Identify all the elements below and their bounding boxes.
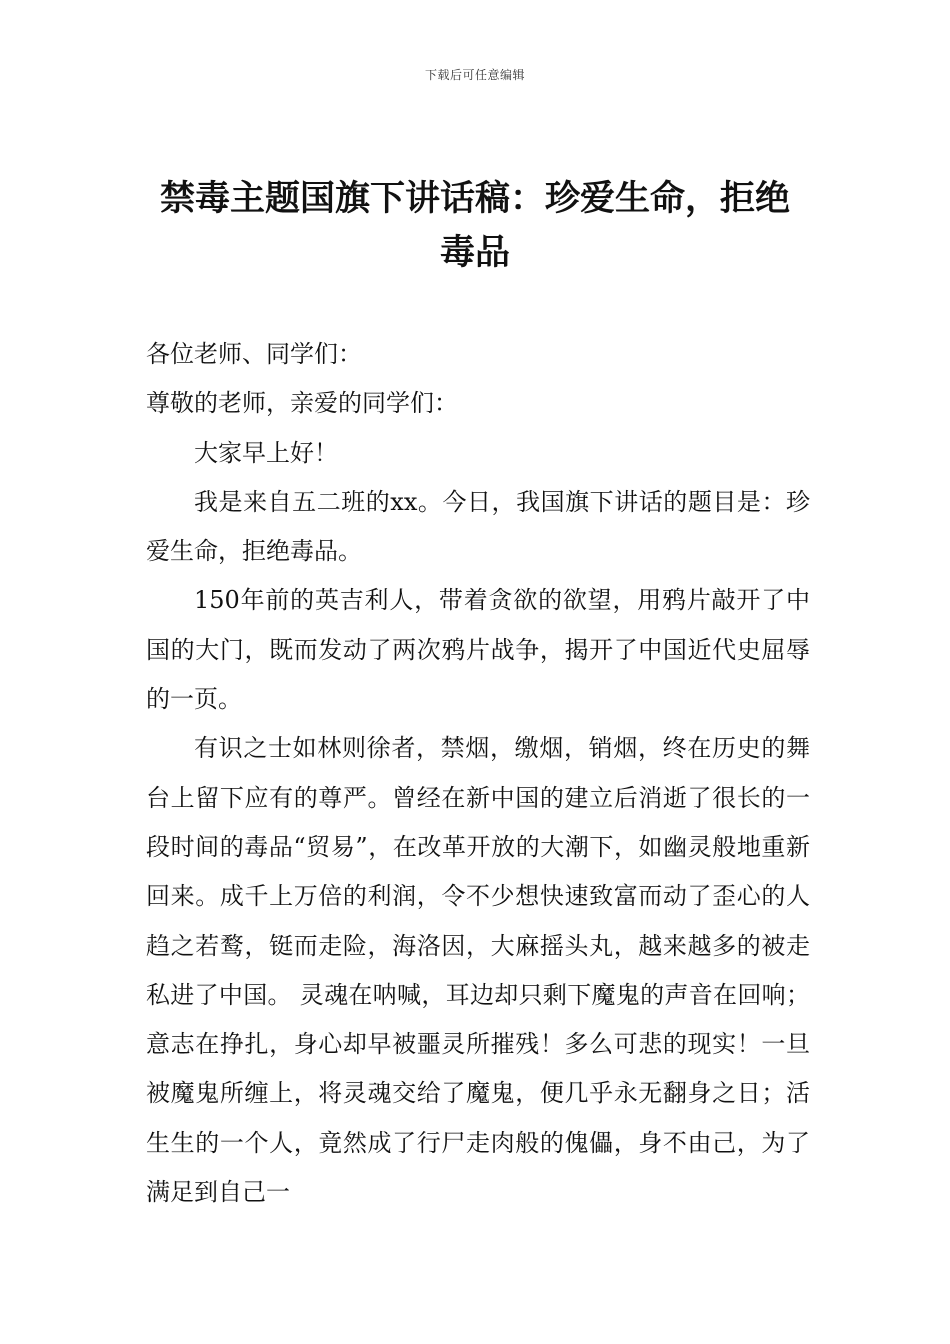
document-body	[146, 330, 810, 1217]
salutation-line-2: 尊敬的老师，亲爱的同学们：	[146, 389, 458, 418]
history-paragraph: 150年前的英吉利人，带着贪欲的欲望，用鸦片敲开了中国的大门，既而发动了两次鸦片战争，揭开了中国近代史屈辱的一页。	[146, 586, 810, 714]
document-title: 禁毒主题国旗下讲话稿：珍爱生命，拒绝毒品	[159, 178, 790, 273]
body-paragraph: 有识之士如林则徐者，禁烟，缴烟，销烟，终在历史的舞台上留下应有的尊严。曾经在新中国的建立后消逝了很长的一段时间的毒品“贸易”，在改革开放的大潮下，如幽灵般地重新回来。成千上万倍的利润，令不少想快速致富而动了歪心的人趋之若鹜，铤而走险，海洛因，大麻摇头丸，越来越多的被走私进了中国。 灵魂在呐喊，耳边却只剩下魔鬼的声音在回响；意志在挣扎，身心却早被噩灵所摧残！多么可悲的现实！一旦被魔鬼所缠上，将灵魂交给了魔鬼，便几乎永无翻身之日；活生生的一个人，竟然成了行尸走肉般的傀儡，身不由己，为了满足到自己一	[146, 734, 810, 1207]
header-note: 下载后可任意编辑	[424, 68, 525, 82]
greeting-paragraph: 大家早上好！	[194, 438, 338, 467]
salutation-line-1: 各位老师、同学们：	[146, 340, 362, 368]
intro-paragraph: 我是来自五二班的xx。今日，我国旗下讲话的题目是：珍爱生命，拒绝毒品。	[146, 487, 810, 566]
